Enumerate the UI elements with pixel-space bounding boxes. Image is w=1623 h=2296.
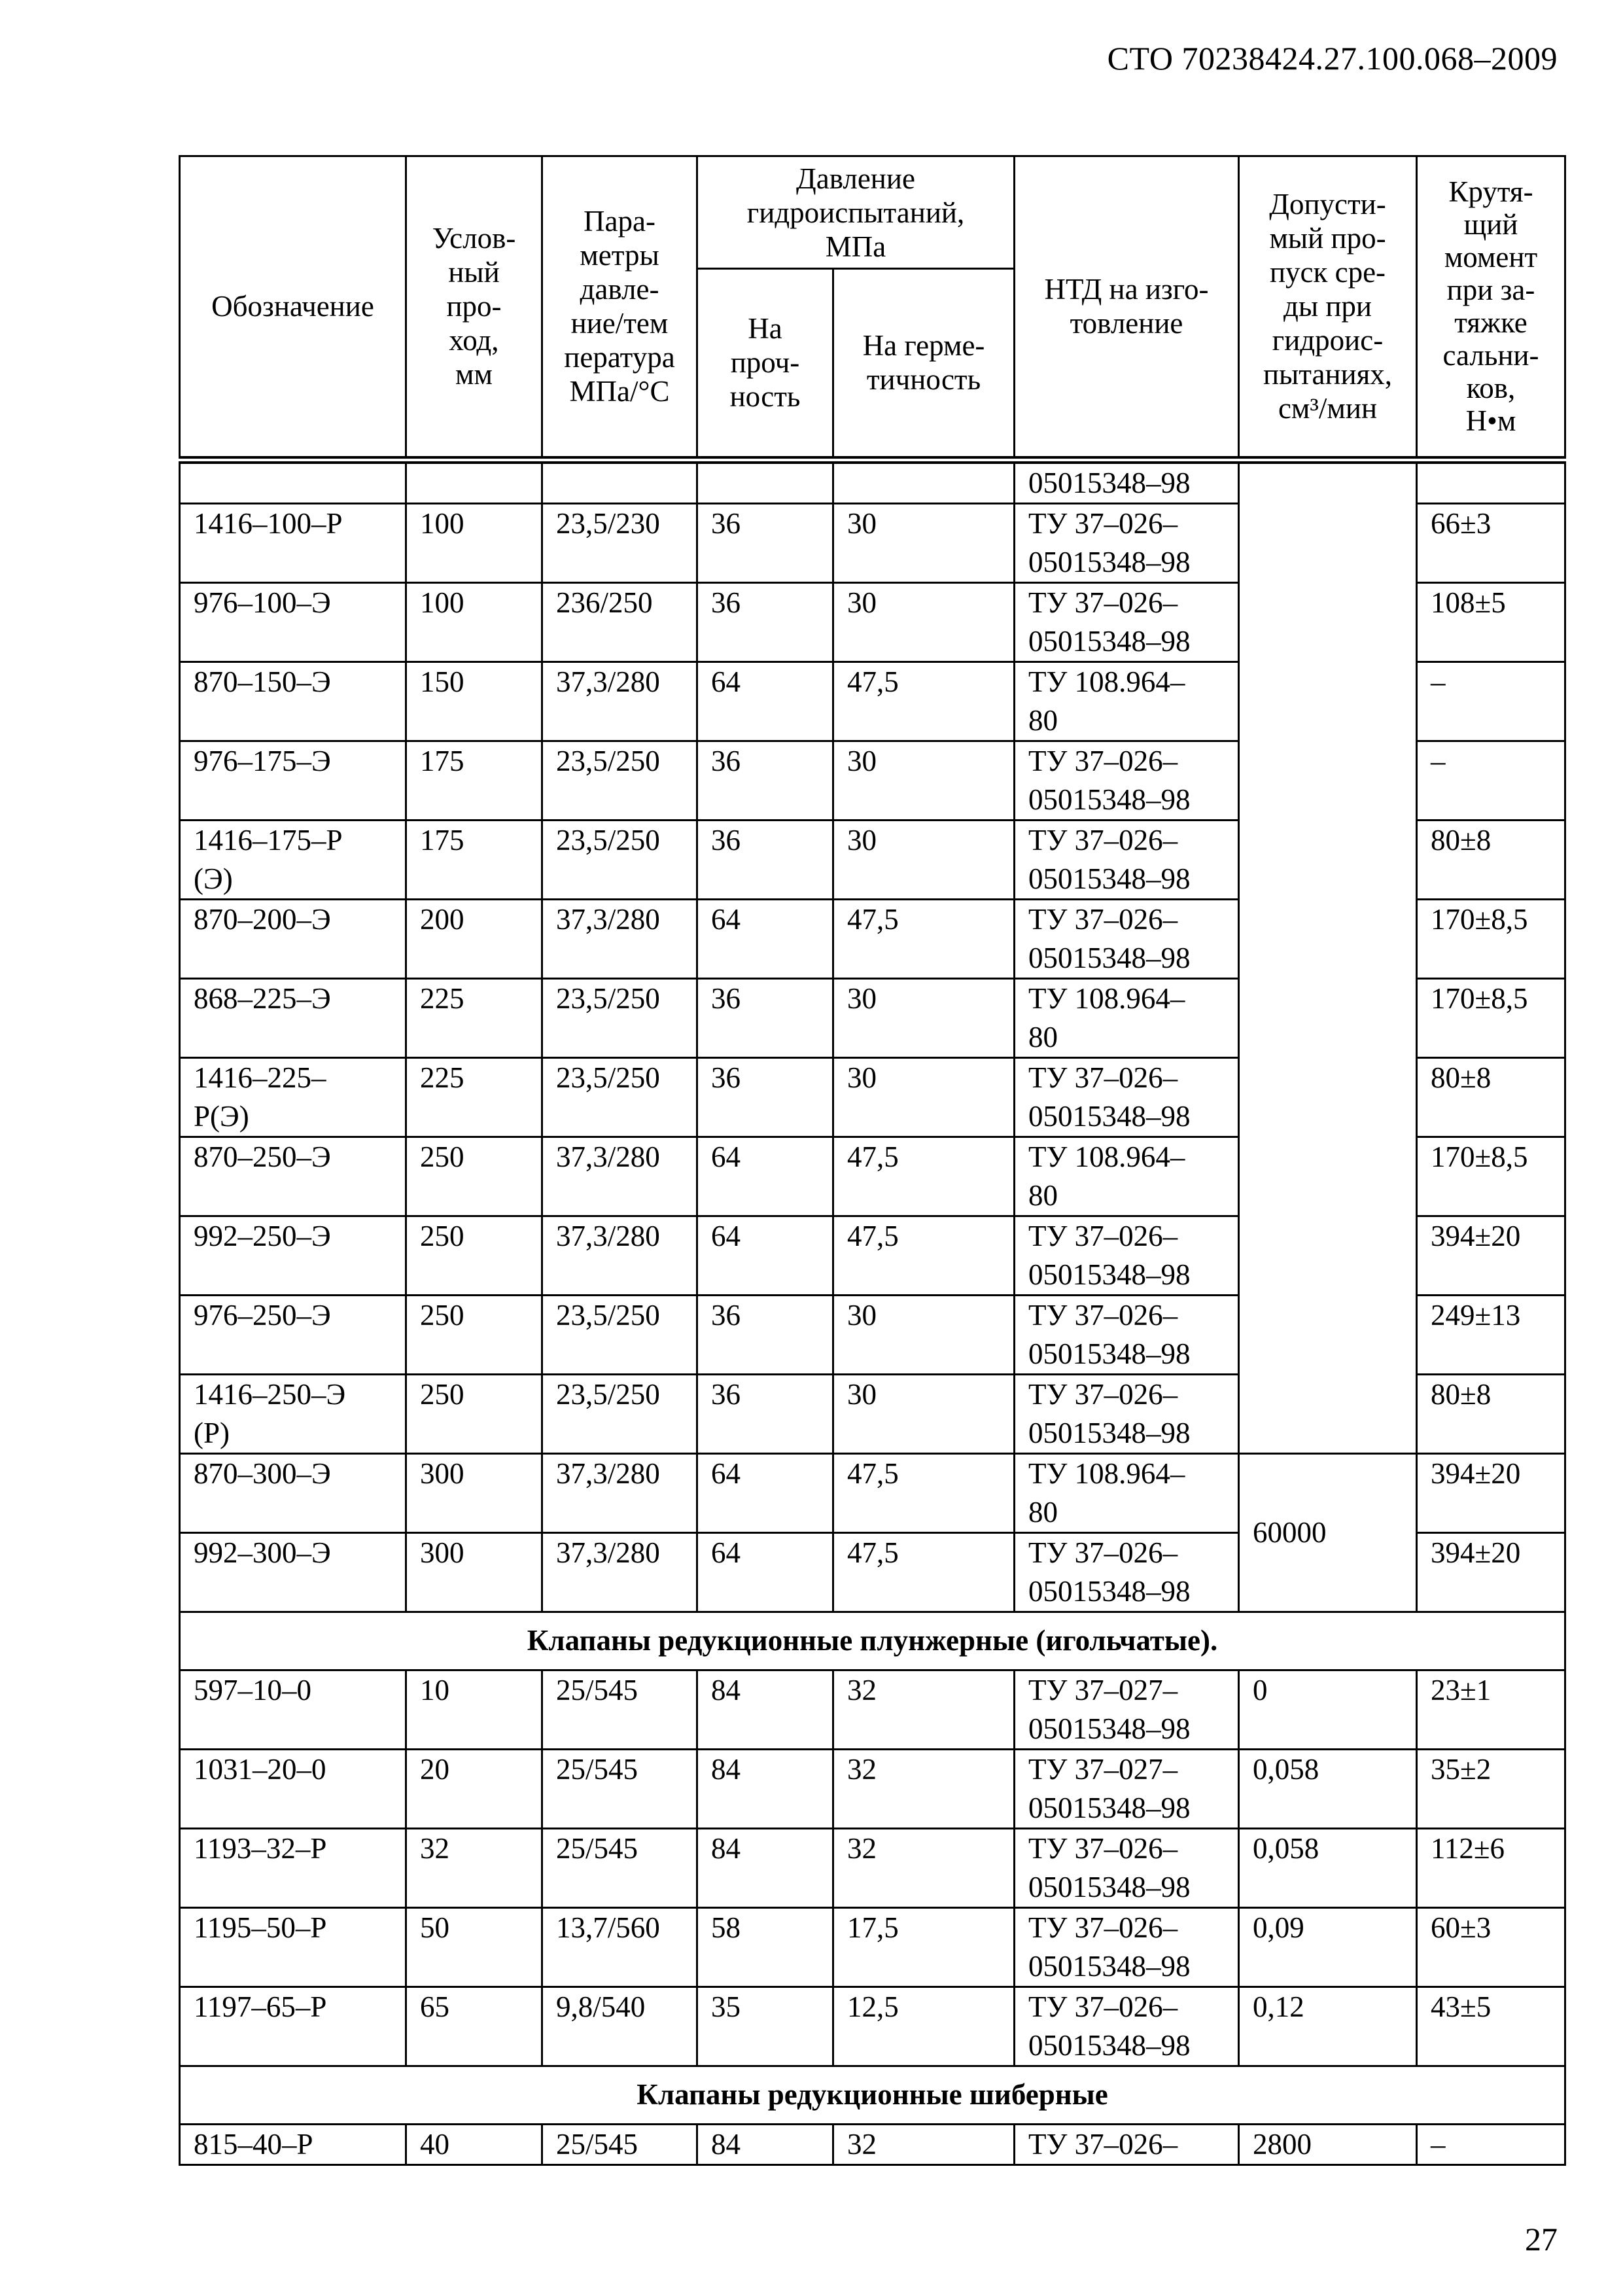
cell-parameters: 23,5/250 — [542, 1295, 697, 1374]
cell-nominal-bore: 10 — [406, 1670, 542, 1749]
cell-parameters: 37,3/280 — [542, 1453, 697, 1532]
cell-strength: 36 — [697, 1374, 833, 1453]
cell-tightness: 30 — [833, 1295, 1015, 1374]
cell-strength: 36 — [697, 503, 833, 582]
table-cell — [180, 460, 406, 504]
cell-parameters: 25/545 — [542, 1749, 697, 1828]
cell-tightness: 47,5 — [833, 899, 1015, 978]
cell-strength: 64 — [697, 899, 833, 978]
cell-ntd: ТУ 37–026– 05015348–98 — [1015, 1216, 1239, 1295]
cell-nominal-bore: 250 — [406, 1374, 542, 1453]
cell-strength: 64 — [697, 1137, 833, 1216]
cell-torque: 66±3 — [1417, 503, 1565, 582]
table-row-continuation — [180, 460, 1565, 504]
cell-parameters: 25/545 — [542, 1670, 697, 1749]
cell-tightness: 47,5 — [833, 1216, 1015, 1295]
cell-designation: 992–250–Э — [180, 1216, 406, 1295]
section-row — [180, 2066, 1565, 2124]
cell-ntd: ТУ 37–026– 05015348–98 — [1015, 1295, 1239, 1374]
cell-tightness: 32 — [833, 1670, 1015, 1749]
cell-strength: 36 — [697, 1057, 833, 1137]
page-number: 27 — [1525, 2221, 1558, 2257]
cell-tightness: 32 — [833, 1749, 1015, 1828]
cell-strength: 84 — [697, 1670, 833, 1749]
cell-strength: 58 — [697, 1907, 833, 1987]
cell-parameters: 25/545 — [542, 2124, 697, 2164]
cell-designation: 870–200–Э — [180, 899, 406, 978]
cell-tightness: 30 — [833, 978, 1015, 1057]
cell-tightness: 47,5 — [833, 1532, 1015, 1612]
cell-torque: 112±6 — [1417, 1828, 1565, 1907]
cell-parameters: 9,8/540 — [542, 1987, 697, 2066]
cell-tightness: 30 — [833, 820, 1015, 899]
table-cell — [542, 460, 697, 504]
table-row — [180, 1987, 1565, 2066]
cell-designation: 1416–225– Р(Э) — [180, 1057, 406, 1137]
cell-torque: 23±1 — [1417, 1670, 1565, 1749]
cell-ntd: ТУ 37–026– 05015348–98 — [1015, 1907, 1239, 1987]
cell-strength: 64 — [697, 1532, 833, 1612]
cell-designation: 1195–50–Р — [180, 1907, 406, 1987]
cell-tightness: 30 — [833, 582, 1015, 662]
cell-ntd: ТУ 37–026– 05015348–98 — [1015, 582, 1239, 662]
header-designation: Обозначение — [180, 156, 406, 460]
cell-nominal-bore: 175 — [406, 820, 542, 899]
table-body — [180, 460, 1565, 2165]
cell-torque: 35±2 — [1417, 1749, 1565, 1828]
cell-designation: 815–40–Р — [180, 2124, 406, 2164]
cell-designation: 1416–175–Р (Э) — [180, 820, 406, 899]
cell-torque: 108±5 — [1417, 582, 1565, 662]
cell-torque: 170±8,5 — [1417, 1137, 1565, 1216]
section-title-gate: Клапаны редукционные шиберные — [180, 2066, 1565, 2124]
cell-tightness: 47,5 — [833, 1137, 1015, 1216]
cell-leakage: 0,058 — [1239, 1828, 1417, 1907]
cell-torque: 394±20 — [1417, 1453, 1565, 1532]
cell-designation: 870–250–Э — [180, 1137, 406, 1216]
cell-tightness: 47,5 — [833, 662, 1015, 741]
cell-nominal-bore: 200 — [406, 899, 542, 978]
table-row — [180, 1749, 1565, 1828]
cell-ntd: ТУ 108.964– 80 — [1015, 662, 1239, 741]
cell-ntd: ТУ 37–027– 05015348–98 — [1015, 1749, 1239, 1828]
cell-parameters: 23,5/250 — [542, 978, 697, 1057]
cell-strength: 84 — [697, 1749, 833, 1828]
cell-parameters: 23,5/230 — [542, 503, 697, 582]
cell-strength: 36 — [697, 978, 833, 1057]
cell-strength: 36 — [697, 1295, 833, 1374]
cell-parameters: 23,5/250 — [542, 741, 697, 820]
cell-torque: 394±20 — [1417, 1216, 1565, 1295]
cell-leakage: 0,058 — [1239, 1749, 1417, 1828]
header-parameters: Пара- метры давле- ние/тем пература МПа/°С — [542, 156, 697, 460]
cell-strength: 36 — [697, 820, 833, 899]
table-row — [180, 1828, 1565, 1907]
cell-nominal-bore: 40 — [406, 2124, 542, 2164]
cell-tightness: 32 — [833, 1828, 1015, 1907]
cell-designation: 870–300–Э — [180, 1453, 406, 1532]
cell-nominal-bore: 32 — [406, 1828, 542, 1907]
cell-tightness: 12,5 — [833, 1987, 1015, 2066]
cell-torque: – — [1417, 741, 1565, 820]
table-cell-leakage-blank — [1239, 460, 1417, 1454]
cell-nominal-bore: 150 — [406, 662, 542, 741]
cell-designation: 1193–32–Р — [180, 1828, 406, 1907]
cell-torque: 394±20 — [1417, 1532, 1565, 1612]
cell-ntd: ТУ 108.964– 80 — [1015, 1137, 1239, 1216]
cell-designation: 870–150–Э — [180, 662, 406, 741]
cell-leakage: 0,12 — [1239, 1987, 1417, 2066]
cell-ntd: ТУ 37–026– 05015348–98 — [1015, 1374, 1239, 1453]
cell-parameters: 236/250 — [542, 582, 697, 662]
cell-nominal-bore: 225 — [406, 1057, 542, 1137]
cell-torque: – — [1417, 2124, 1565, 2164]
cell-torque: 60±3 — [1417, 1907, 1565, 1987]
table-row — [180, 2124, 1565, 2164]
header-ntd: НТД на изго- товление — [1015, 156, 1239, 460]
cell-ntd: ТУ 37–026– 05015348–98 — [1015, 1532, 1239, 1612]
cell-strength: 64 — [697, 1216, 833, 1295]
cell-nominal-bore: 300 — [406, 1453, 542, 1532]
cell-designation: 1416–250–Э (Р) — [180, 1374, 406, 1453]
cell-designation: 976–175–Э — [180, 741, 406, 820]
cell-parameters: 25/545 — [542, 1828, 697, 1907]
cell-nominal-bore: 175 — [406, 741, 542, 820]
cell-tightness: 30 — [833, 741, 1015, 820]
cell-torque: 170±8,5 — [1417, 899, 1565, 978]
header-torque: Крутя- щий момент при за- тяжке сальни- ков, Н•м — [1417, 156, 1565, 460]
header-nominal-bore: Услов- ный про- ход, мм — [406, 156, 542, 460]
cell-ntd: ТУ 37–026– 05015348–98 — [1015, 899, 1239, 978]
section-row — [180, 1612, 1565, 1670]
cell-ntd: ТУ 37–026– 05015348–98 — [1015, 1987, 1239, 2066]
cell-strength: 84 — [697, 1828, 833, 1907]
cell-torque: 170±8,5 — [1417, 978, 1565, 1057]
cell-designation: 976–250–Э — [180, 1295, 406, 1374]
cell-tightness: 47,5 — [833, 1453, 1015, 1532]
cell-nominal-bore: 65 — [406, 1987, 542, 2066]
header-hydrotest-pressure: Давление гидроиспытаний, МПа — [697, 156, 1015, 269]
table-row — [180, 1907, 1565, 1987]
cell-parameters: 37,3/280 — [542, 1137, 697, 1216]
cell-designation: 868–225–Э — [180, 978, 406, 1057]
cell-torque: 80±8 — [1417, 1057, 1565, 1137]
cell-leakage-merged: 60000 — [1239, 1453, 1417, 1612]
cell-parameters: 37,3/280 — [542, 662, 697, 741]
cell-nominal-bore: 300 — [406, 1532, 542, 1612]
cell-parameters: 23,5/250 — [542, 820, 697, 899]
cell-strength: 64 — [697, 1453, 833, 1532]
cell-ntd: ТУ 37–026– 05015348–98 — [1015, 1057, 1239, 1137]
cell-strength: 36 — [697, 741, 833, 820]
cell-nominal-bore: 250 — [406, 1216, 542, 1295]
cell-torque: 80±8 — [1417, 820, 1565, 899]
cell-parameters: 37,3/280 — [542, 1216, 697, 1295]
cell-tightness: 17,5 — [833, 1907, 1015, 1987]
table-header — [180, 156, 1565, 460]
header-strength: На проч- ность — [697, 269, 833, 460]
cell-nominal-bore: 20 — [406, 1749, 542, 1828]
cell-designation: 1197–65–Р — [180, 1987, 406, 2066]
cell-designation: 992–300–Э — [180, 1532, 406, 1612]
cell-torque: 249±13 — [1417, 1295, 1565, 1374]
cell-tightness: 30 — [833, 1057, 1015, 1137]
cell-ntd: ТУ 37–026– 05015348–98 — [1015, 503, 1239, 582]
cell-ntd: ТУ 37–026– 05015348–98 — [1015, 741, 1239, 820]
table-cell — [1417, 460, 1565, 504]
cell-nominal-bore: 250 — [406, 1137, 542, 1216]
cell-designation: 597–10–0 — [180, 1670, 406, 1749]
cell-ntd: ТУ 108.964– 80 — [1015, 978, 1239, 1057]
cell-torque: 43±5 — [1417, 1987, 1565, 2066]
cell-designation: 1031–20–0 — [180, 1749, 406, 1828]
cell-torque: – — [1417, 662, 1565, 741]
cell-parameters: 13,7/560 — [542, 1907, 697, 1987]
cell-leakage: 0 — [1239, 1670, 1417, 1749]
cell-ntd: ТУ 37–026– — [1015, 2124, 1239, 2164]
cell-ntd: ТУ 37–027– 05015348–98 — [1015, 1670, 1239, 1749]
cell-strength: 35 — [697, 1987, 833, 2066]
cell-parameters: 23,5/250 — [542, 1057, 697, 1137]
table-cell — [833, 460, 1015, 504]
cell-nominal-bore: 250 — [406, 1295, 542, 1374]
cell-ntd: ТУ 108.964– 80 — [1015, 1453, 1239, 1532]
cell-nominal-bore: 225 — [406, 978, 542, 1057]
table-row — [180, 1670, 1565, 1749]
cell-leakage: 2800 — [1239, 2124, 1417, 2164]
table-cell — [697, 460, 833, 504]
valve-spec-table — [179, 155, 1566, 2166]
cell-tightness: 32 — [833, 2124, 1015, 2164]
cell-ntd: ТУ 37–026– 05015348–98 — [1015, 820, 1239, 899]
document-code: СТО 70238424.27.100.068–2009 — [1107, 40, 1558, 77]
cell-ntd: ТУ 37–026– 05015348–98 — [1015, 1828, 1239, 1907]
cell-designation: 1416–100–Р — [180, 503, 406, 582]
cell-leakage: 0,09 — [1239, 1907, 1417, 1987]
cell-torque: 80±8 — [1417, 1374, 1565, 1453]
table-row — [180, 1453, 1565, 1532]
cell-tightness: 30 — [833, 503, 1015, 582]
cell-designation: 976–100–Э — [180, 582, 406, 662]
cell-nominal-bore: 50 — [406, 1907, 542, 1987]
cell-nominal-bore: 100 — [406, 503, 542, 582]
cell-parameters: 37,3/280 — [542, 899, 697, 978]
table-cell — [406, 460, 542, 504]
cell-tightness: 30 — [833, 1374, 1015, 1453]
cell-strength: 64 — [697, 662, 833, 741]
header-tightness: На герме- тичность — [833, 269, 1015, 460]
section-title-plunger: Клапаны редукционные плунжерные (игольчатые). — [180, 1612, 1565, 1670]
table-cell-ntd: 05015348–98 — [1015, 460, 1239, 504]
cell-strength: 36 — [697, 582, 833, 662]
cell-parameters: 37,3/280 — [542, 1532, 697, 1612]
header-leakage: Допусти- мый про- пуск сре- ды при гидроис- пытаниях, см³/мин — [1239, 156, 1417, 460]
cell-nominal-bore: 100 — [406, 582, 542, 662]
cell-strength: 84 — [697, 2124, 833, 2164]
cell-parameters: 23,5/250 — [542, 1374, 697, 1453]
